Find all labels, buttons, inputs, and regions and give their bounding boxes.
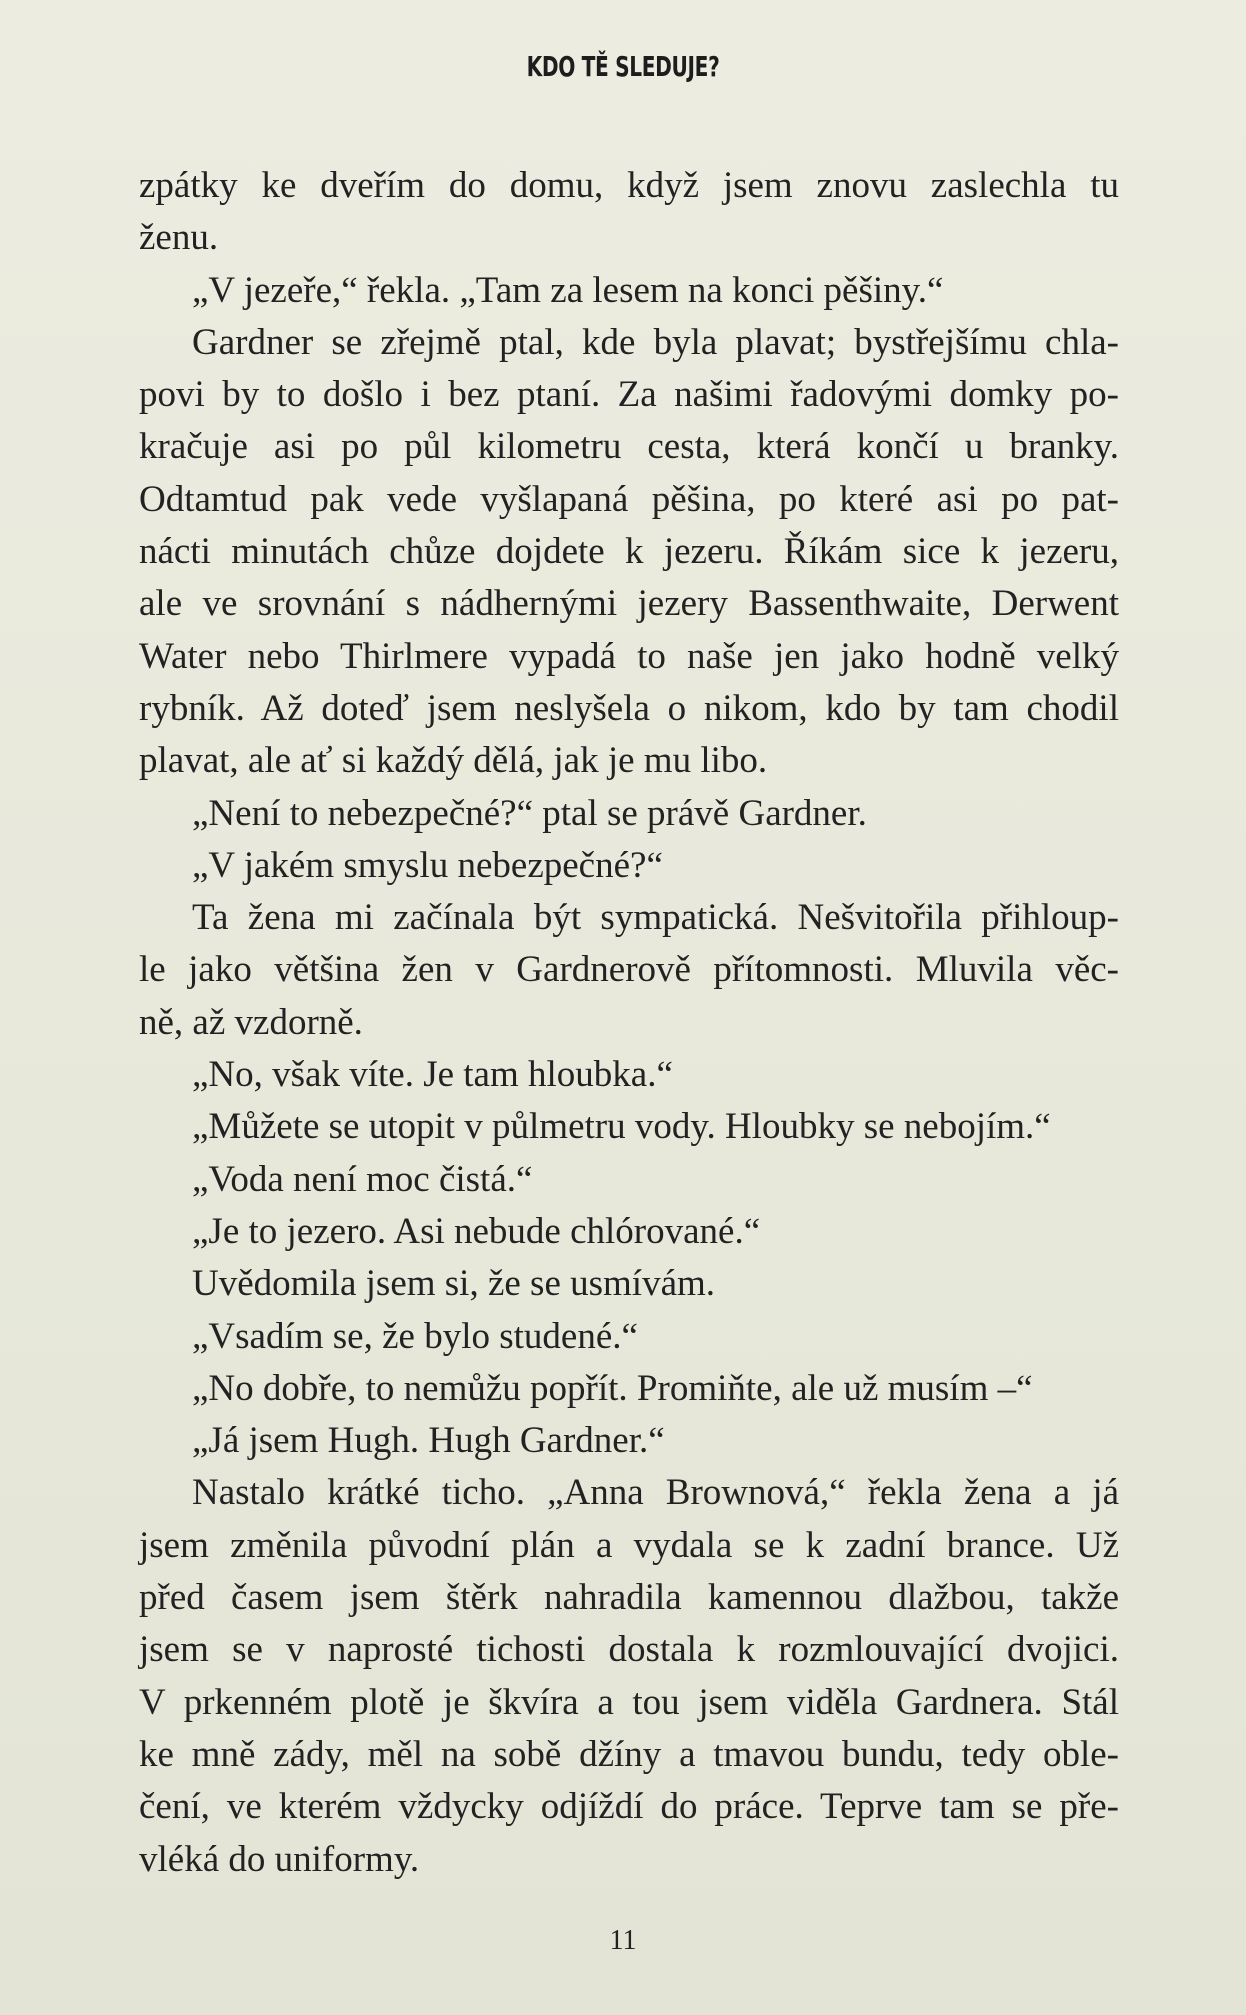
- text-line: „No dobře, to nemůžu popřít. Promiňte, ale už musím –“: [192, 1367, 1033, 1409]
- running-head: KDO TĚ SLEDUJE?: [526, 50, 720, 83]
- text-line: povi by to došlo i bez ptaní. Za našimi řadovými domky po-: [139, 374, 1119, 416]
- text-line: „V jezeře,“ řekla. „Tam za lesem na konci pěšiny.“: [192, 269, 944, 311]
- text-line: „Vsadím se, že bylo studené.“: [192, 1315, 638, 1357]
- text-line: kračuje asi po půl kilometru cesta, která končí u branky.: [139, 426, 1119, 468]
- text-line: „V jakém smyslu nebezpečné?“: [192, 844, 663, 886]
- text-line: Water nebo Thirlmere vypadá to naše jen jako hodně velký: [139, 635, 1119, 677]
- text-line: Odtamtud pak vede vyšlapaná pěšina, po které asi po pat-: [139, 478, 1119, 520]
- text-line: Uvědomila jsem si, že se usmívám.: [192, 1263, 716, 1305]
- page-number: 11: [609, 1925, 637, 1956]
- text-line: Gardner se zřejmě ptal, kde byla plavat; bystřejšímu chla-: [192, 321, 1119, 363]
- text-line: ale ve srovnání s nádhernými jezery Bassenthwaite, Derwent: [139, 583, 1119, 625]
- text-line: ke mně zády, měl na sobě džíny a tmavou bundu, tedy oble-: [139, 1733, 1119, 1775]
- text-line: ně, až vzdorně.: [139, 1001, 363, 1043]
- text-line: zpátky ke dveřím do domu, když jsem znovu zaslechla tu: [139, 165, 1119, 206]
- text-line: Ta žena mi začínala být sympatická. Nešvitořila přihloup-: [192, 897, 1119, 939]
- text-line: před časem jsem štěrk nahradila kamennou dlažbou, takže: [139, 1577, 1119, 1619]
- text-line: plavat, ale ať si každý dělá, jak je mu libo.: [139, 740, 768, 782]
- text-line: nácti minutách chůze dojdete k jezeru. Říkám sice k jezeru,: [139, 531, 1119, 573]
- text-line: „Je to jezero. Asi nebude chlórované.“: [192, 1210, 761, 1252]
- text-line: jsem změnila původní plán a vydala se k zadní brance. Už: [139, 1524, 1119, 1566]
- text-line: „No, však víte. Je tam hloubka.“: [192, 1054, 673, 1096]
- text-line: „Není to nebezpečné?“ ptal se právě Gardner.: [192, 792, 867, 834]
- text-line: ženu.: [139, 217, 219, 259]
- body-text: [139, 160, 1119, 1886]
- text-line: Nastalo krátké ticho. „Anna Brownová,“ řekla žena a já: [192, 1472, 1119, 1514]
- text-line: jsem se v naprosté tichosti dostala k rozmlouvající dvojici.: [139, 1629, 1119, 1671]
- text-line: le jako většina žen v Gardnerově přítomnosti. Mluvila věc-: [139, 949, 1119, 991]
- text-line: čení, ve kterém vždycky odjíždí do práce. Teprve tam se pře-: [139, 1786, 1119, 1828]
- text-line: „Můžete se utopit v půlmetru vody. Hloubky se nebojím.“: [192, 1106, 1051, 1148]
- text-line: „Já jsem Hugh. Hugh Gardner.“: [192, 1420, 665, 1462]
- text-line: vléká do uniformy.: [139, 1838, 420, 1880]
- text-line: „Voda není moc čistá.“: [192, 1158, 533, 1200]
- text-line: rybník. Až doteď jsem neslyšela o nikom, kdo by tam chodil: [139, 687, 1119, 729]
- text-line: V prkenném plotě je škvíra a tou jsem viděla Gardnera. Stál: [139, 1681, 1119, 1723]
